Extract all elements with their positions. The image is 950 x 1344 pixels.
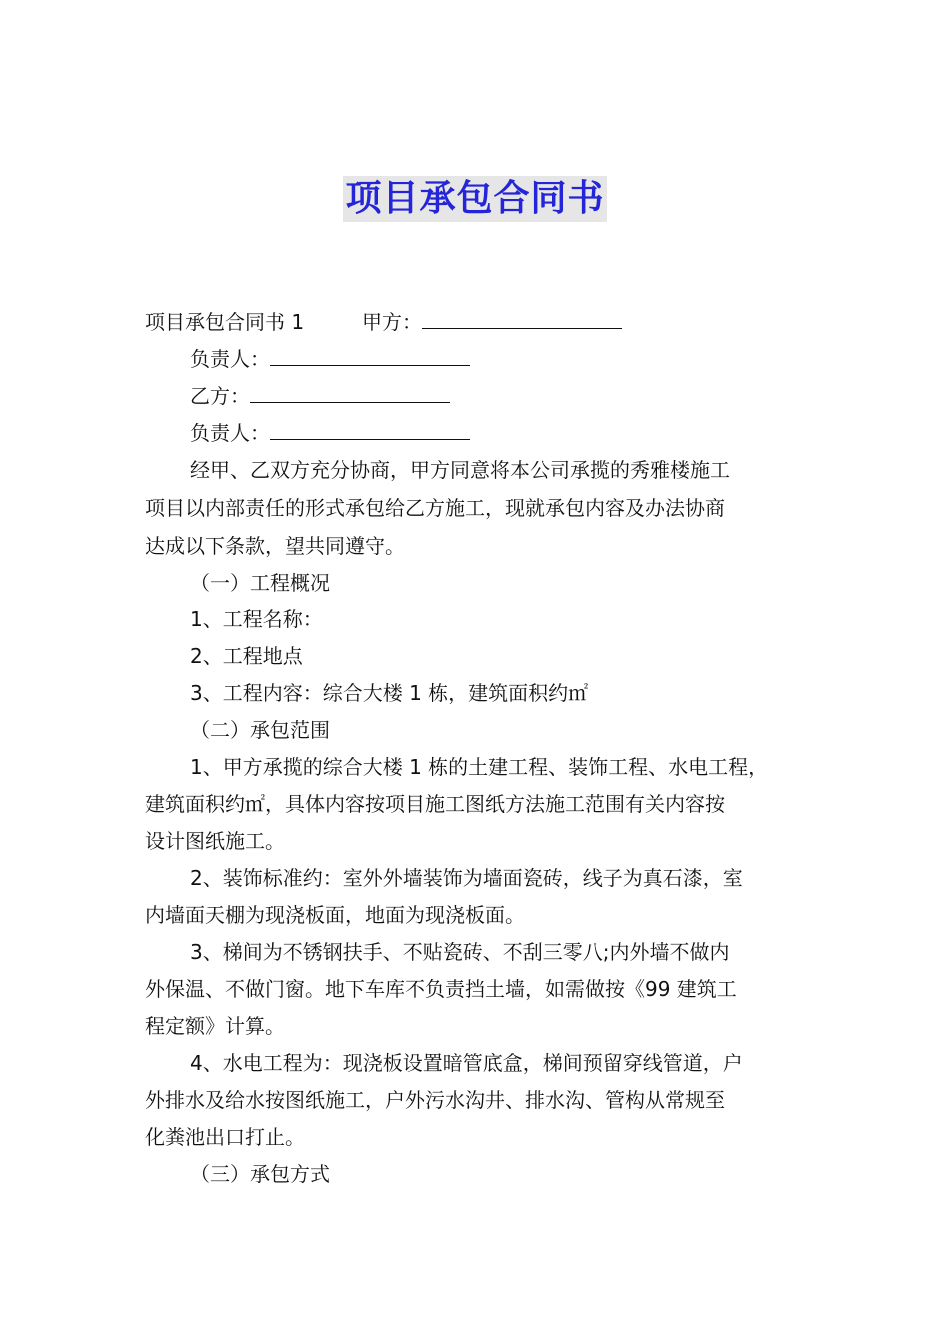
intro-line: 经甲、乙双方充分协商，甲方同意将本公司承揽的秀雅楼施工 [190,458,730,482]
s1-item: 2、工程地点 [190,644,303,668]
s2-p4-line: 外排水及给水按图纸施工，户外污水沟井、排水沟、管构从常规至 [145,1088,725,1112]
document-title: 项目承包合同书 [343,176,606,222]
s2-p2-line: 2、装饰标准约：室外外墙装饰为墙面瓷砖，线子为真石漆，室 [190,866,743,890]
rep-2-label: 负责人： [190,421,270,445]
rep-2-blank [270,419,470,440]
s2-p2-line: 内墙面天棚为现浇板面，地面为现浇板面。 [145,903,525,927]
party-a-blank [422,308,622,329]
rep-1-label: 负责人： [190,347,270,371]
party-a-line [362,308,622,336]
header-line [145,308,304,336]
s2-p1-line: 设计图纸施工。 [145,829,285,853]
section-heading-1: （一）工程概况 [190,571,330,595]
party-b-blank [250,382,450,403]
document-title-block [0,176,950,222]
section-heading-3: （三）承包方式 [190,1162,330,1186]
s1-item: 3、工程内容：综合大楼 1 栋，建筑面积约㎡ [190,681,589,705]
intro-line: 项目以内部责任的形式承包给乙方施工，现就承包内容及办法协商 [145,496,725,520]
rep-2-line [190,419,470,447]
header-left: 项目承包合同书 1 [145,310,305,334]
section-heading-2: （二）承包范围 [190,718,330,742]
s2-p4-line: 4、水电工程为：现浇板设置暗管底盒，梯间预留穿线管道，户 [190,1051,743,1075]
party-a-label: 甲方： [362,310,422,334]
s2-p4-line: 化粪池出口打止。 [145,1125,305,1149]
s1-item: 1、工程名称： [190,607,323,631]
party-b-line [190,382,450,410]
s2-p1-line: 1、甲方承揽的综合大楼 1 栋的土建工程、装饰工程、水电工程， [190,755,769,779]
s2-p1-line: 建筑面积约㎡，具体内容按项目施工图纸方法施工范围有关内容按 [145,792,725,816]
rep-1-blank [270,345,470,366]
intro-line: 达成以下条款，望共同遵守。 [145,534,405,558]
s2-p3-line: 程定额》计算。 [145,1014,285,1038]
party-b-label: 乙方： [190,384,250,408]
s2-p3-line: 外保温、不做门窗。地下车库不负责挡土墙，如需做按《99 建筑工 [145,977,737,1001]
s2-p3-line: 3、梯间为不锈钢扶手、不贴瓷砖、不刮三零八;内外墙不做内 [190,940,730,964]
rep-1-line [190,345,470,373]
